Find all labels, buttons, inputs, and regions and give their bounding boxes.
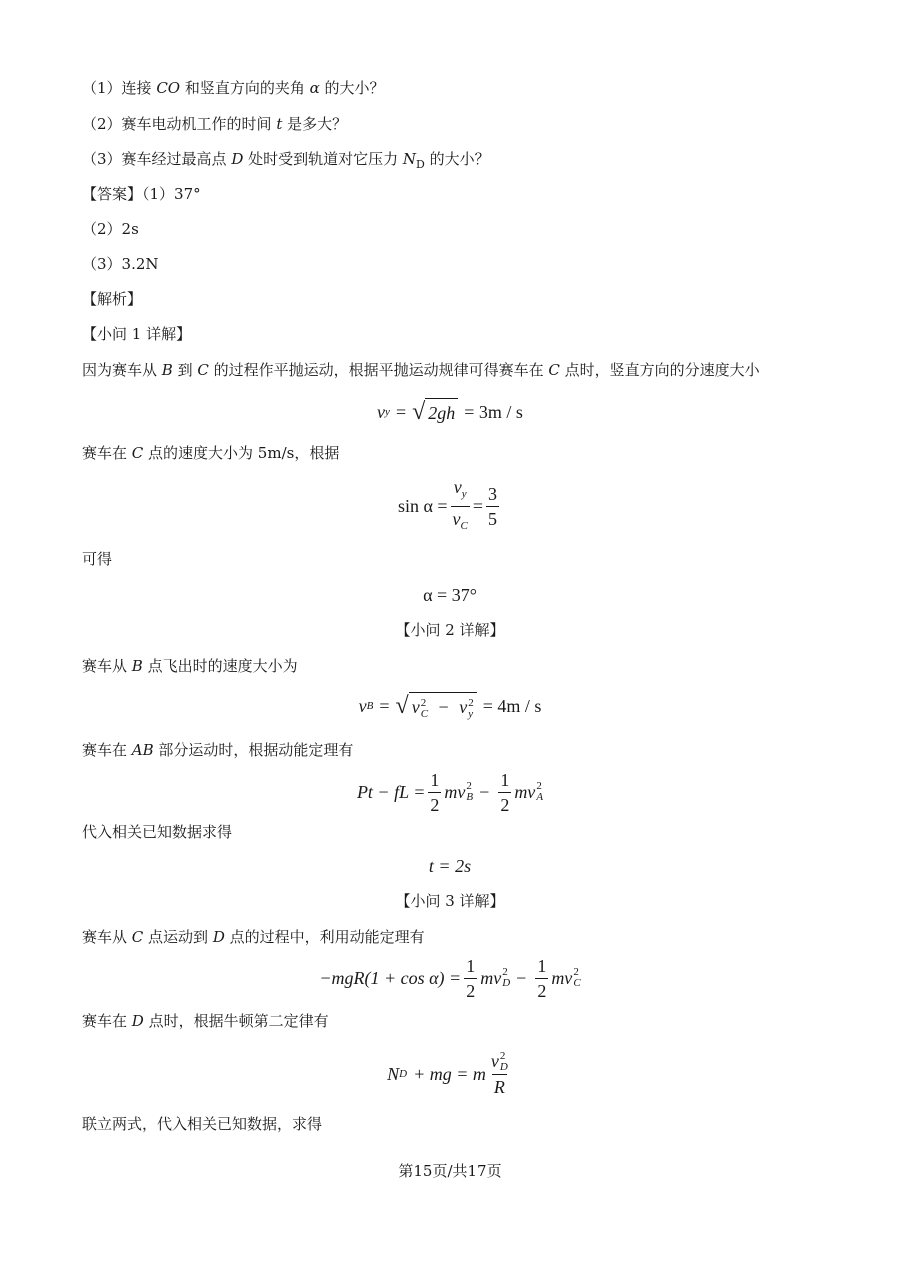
equation-t <box>0 853 900 879</box>
q2-text-post: 是多大？ <box>282 115 348 133</box>
cd-half-1-num: 1 <box>466 955 476 976</box>
q1-text: （1）连接 <box>82 79 157 97</box>
eq-t-value: t = 2s <box>428 855 472 876</box>
half-2-num: 1 <box>500 769 510 790</box>
frac2-den: 5 <box>486 506 499 530</box>
q1-text-mid: 和竖直方向的夹角 <box>180 79 310 97</box>
eq-vy-sub: y <box>385 406 390 418</box>
eq-ab-lhs: Pt − fL = <box>356 781 426 802</box>
q1-text-post: 的大小？ <box>319 79 385 97</box>
p1t1-d: C <box>197 361 209 379</box>
eq-vb-equals: = <box>379 695 390 716</box>
eq-ab-term-2: mv <box>514 781 536 802</box>
p3t1-d: D <box>212 928 225 946</box>
frac1-num-sub: y <box>461 487 467 500</box>
eq-vb-sub: B <box>366 700 374 712</box>
eq-cd-half-1 <box>464 955 477 1002</box>
eq-sin-frac-1 <box>451 476 470 537</box>
eq-vb-v: v <box>358 695 367 716</box>
eq-ab-half-1 <box>428 769 441 816</box>
p1t1-e: 的过程作平抛运动，根据平抛运动规律可得赛车在 <box>208 361 549 379</box>
analysis-label: 【解析】 <box>82 290 143 308</box>
p3t1-c: 点运动到 <box>143 928 213 946</box>
equation-vb <box>0 686 900 726</box>
p2t2-b: AB <box>131 741 154 759</box>
part2-heading: 【小问 2 详解】 <box>395 621 505 639</box>
p2t1-c: 点飞出时的速度大小为 <box>142 657 298 675</box>
p2t1-b: B <box>131 657 143 675</box>
p1t1-g: 点时，竖直方向的分速度大小 <box>559 361 760 379</box>
q1-var-alpha: α <box>309 79 320 97</box>
p1t2-c: 点的速度大小为 5m/s，根据 <box>143 444 340 462</box>
p2t2-c: 部分运动时，根据动能定理有 <box>153 741 354 759</box>
half-1-num: 1 <box>430 769 440 790</box>
eq-ab-minus: − <box>479 781 490 802</box>
equation-energy-ab <box>0 764 900 820</box>
rad-term-b: v <box>459 697 468 717</box>
q3-text-post: 的大小？ <box>424 150 490 168</box>
part3-heading: 【小问 3 详解】 <box>395 892 505 910</box>
q3-sub-d: D <box>416 158 425 171</box>
equation-newton <box>0 1046 900 1102</box>
question-2 <box>82 114 347 134</box>
equation-alpha <box>0 582 900 608</box>
part2-text-1 <box>82 656 298 676</box>
part1-text-2 <box>82 443 339 463</box>
frac1-den-sub: C <box>460 519 468 532</box>
p1t2-a: 赛车在 <box>82 444 132 462</box>
rad-term-b-sub: y <box>468 707 474 720</box>
eq-vb-sqrt <box>396 692 477 720</box>
eq-vb-radicand <box>409 692 477 720</box>
part3-text-2 <box>82 1011 329 1031</box>
eq-vy-v: v <box>377 401 386 422</box>
newton-num-v: v <box>490 1050 499 1071</box>
p3t2-c: 点时，根据牛顿第二定律有 <box>143 1012 329 1030</box>
q2-text: （2）赛车电动机工作的时间 <box>82 115 277 133</box>
p3t1-e: 点的过程中，利用动能定理有 <box>224 928 425 946</box>
eq-ab-t1-sub: B <box>466 791 474 803</box>
frac2-num: 3 <box>488 483 498 504</box>
answer-label: 【答案】 <box>82 185 143 203</box>
eq-sin-lhs: sin α = <box>397 495 448 516</box>
eq-ab-t2-sub: A <box>536 791 544 803</box>
q3-var-n: N <box>402 150 417 168</box>
p2t2-a: 赛车在 <box>82 741 132 759</box>
eq-vy-radicand: 2gh <box>425 398 458 426</box>
p1t1-c: 到 <box>172 361 198 379</box>
q1-var-co: CO <box>156 79 181 97</box>
eq-newton-mid: + mg = m <box>413 1063 486 1084</box>
eq-cd-t1-sub: D <box>502 977 511 989</box>
part3-text-3: 联立两式，代入相关已知数据，求得 <box>82 1115 323 1133</box>
rad-term-b-sup: 2 <box>468 696 474 709</box>
eq-ab-t2-sup: 2 <box>536 780 542 792</box>
eq-alpha-value: α = 37° <box>423 584 477 605</box>
eq-newton-frac <box>489 1050 510 1099</box>
page-footer: 第15页/共17页 <box>398 1162 502 1180</box>
part2-text-3: 代入相关已知数据求得 <box>82 823 233 841</box>
rad-minus: − <box>438 697 449 717</box>
frac1-den: v <box>452 508 461 529</box>
q3-var-d: D <box>231 150 244 168</box>
eq-ab-t1-sup: 2 <box>466 780 472 792</box>
rad-term-a: v <box>411 697 420 717</box>
part3-text-1 <box>82 927 425 947</box>
half-1-den: 2 <box>428 792 441 816</box>
answer-2: （2）2s <box>82 220 139 238</box>
q3-text-mid: 处时受到轨道对它压力 <box>243 150 403 168</box>
eq-vy-equals: = <box>395 401 407 422</box>
p3t1-b: C <box>131 928 144 946</box>
p1t1-f: C <box>548 361 560 379</box>
cd-half-2-num: 1 <box>537 955 547 976</box>
cd-half-2-den: 2 <box>535 978 548 1002</box>
answer-1: （1）37° <box>142 185 201 203</box>
part1-heading: 【小问 1 详解】 <box>82 325 192 343</box>
equation-vy <box>0 392 900 432</box>
question-3 <box>82 149 490 175</box>
newton-den: R <box>492 1074 507 1098</box>
rad-term-a-sub: C <box>420 707 429 720</box>
cd-half-1-den: 2 <box>464 978 477 1002</box>
p3t2-b: D <box>131 1012 144 1030</box>
p3t1-a: 赛车从 <box>82 928 132 946</box>
eq-cd-half-2 <box>535 955 548 1002</box>
frac1-num: v <box>453 476 462 497</box>
sqrt-sign-icon: √ <box>412 399 426 425</box>
rad-term-a-sup: 2 <box>420 696 427 709</box>
answer-3: （3）3.2N <box>82 255 159 273</box>
eq-newton-n-sub: D <box>399 1068 408 1080</box>
eq-vb-rhs: = 4m / s <box>482 695 542 716</box>
p1t1-b: B <box>161 361 173 379</box>
p1t2-b: C <box>131 444 144 462</box>
eq-cd-t2-sup: 2 <box>573 966 579 978</box>
sqrt-sign-icon: √ <box>395 693 409 719</box>
eq-cd-term-1: mv <box>480 967 502 988</box>
eq-ab-term-1: mv <box>444 781 466 802</box>
part1-text-3: 可得 <box>82 550 113 568</box>
p2t1-a: 赛车从 <box>82 657 132 675</box>
eq-vy-rhs: = 3m / s <box>464 401 523 422</box>
part2-text-2 <box>82 740 353 760</box>
eq-cd-lhs: −mgR(1 + cos α) = <box>319 967 462 988</box>
equation-energy-cd <box>0 950 900 1006</box>
newton-num-sup: 2 <box>499 1050 506 1063</box>
half-2-den: 2 <box>498 792 511 816</box>
eq-newton-n: N <box>387 1063 400 1084</box>
equation-sin-alpha <box>0 478 900 534</box>
p1t1-a: 因为赛车从 <box>82 361 162 379</box>
p3t2-a: 赛车在 <box>82 1012 132 1030</box>
eq-cd-term-2: mv <box>551 967 573 988</box>
eq-vy-sqrt <box>412 398 458 426</box>
question-1 <box>82 78 385 98</box>
q2-var-t: t <box>276 115 283 133</box>
newton-num-sub: D <box>499 1061 508 1074</box>
q3-text: （3）赛车经过最高点 <box>82 150 232 168</box>
eq-ab-half-2 <box>498 769 511 816</box>
eq-cd-minus: − <box>516 967 527 988</box>
eq-sin-frac-2 <box>486 483 499 530</box>
answer-line-1 <box>82 184 201 204</box>
eq-cd-t1-sup: 2 <box>502 966 508 978</box>
eq-cd-t2-sub: C <box>573 977 581 989</box>
part1-text-1 <box>82 360 760 380</box>
eq-sin-equals: = <box>472 495 484 516</box>
